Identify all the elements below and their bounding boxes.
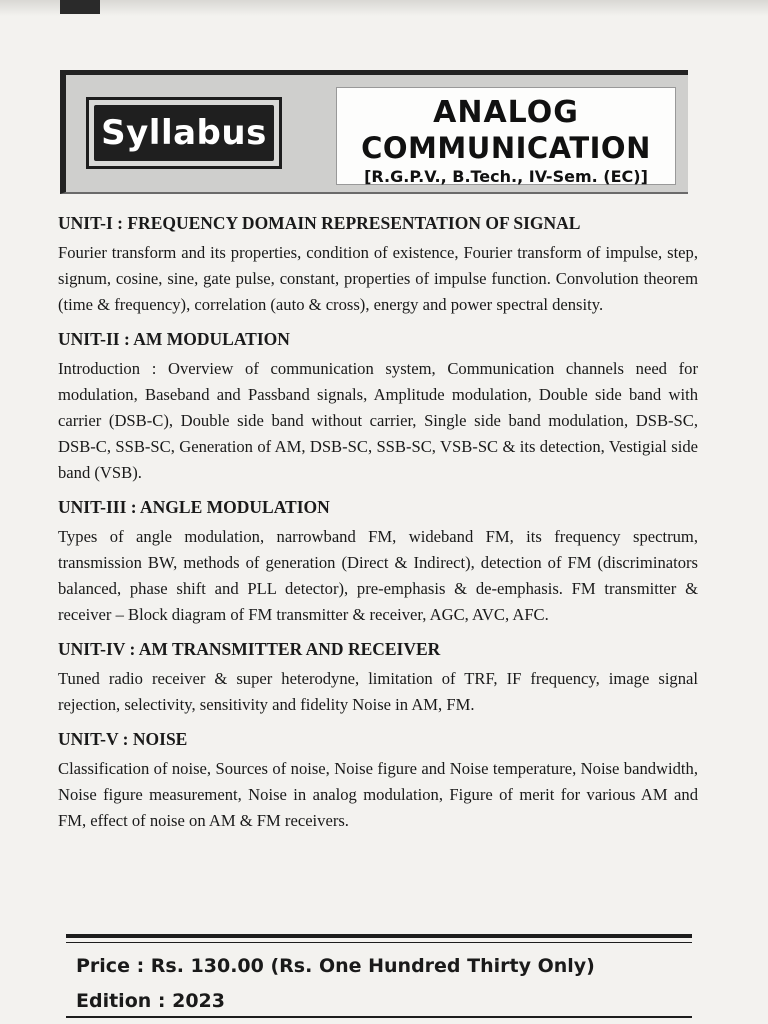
syllabus-label: Syllabus bbox=[101, 113, 267, 153]
unit-heading: UNIT-II : AM MODULATION bbox=[58, 329, 290, 349]
footer-rule bbox=[66, 1016, 692, 1018]
unit-2 bbox=[58, 326, 698, 486]
page-shadow bbox=[0, 0, 768, 16]
book-title-line1: ANALOG bbox=[433, 95, 579, 130]
unit-body: Types of angle modulation, narrowband FM, wideband FM, its frequency spectrum, transmission BW, methods of generation (Direct & Indirect), detection of FM (discriminators balanced, phase shift and PLL detector), pre-emphasis & de-emphasis. FM transmitter & receiver – Block diagram of FM transmitter & receiver, AGC, AVC, AFC. bbox=[58, 527, 698, 624]
unit-heading: UNIT-I : FREQUENCY DOMAIN REPRESENTATION OF SIGNAL bbox=[58, 213, 581, 233]
page-corner bbox=[60, 0, 100, 14]
header-banner bbox=[60, 70, 688, 194]
book-title-line2: COMMUNICATION bbox=[361, 131, 651, 165]
book-subtitle: [R.G.P.V., B.Tech., IV-Sem. (EC)] bbox=[364, 167, 648, 186]
unit-5 bbox=[58, 726, 698, 834]
unit-body: Fourier transform and its properties, condition of existence, Fourier transform of impulse, step, signum, cosine, sine, gate pulse, constant, properties of impulse function. Convolution theorem (time & frequency), correlation (auto & cross), energy and power spectral density. bbox=[58, 243, 698, 314]
syllabus-content bbox=[58, 210, 698, 842]
footer-rule bbox=[66, 934, 692, 938]
unit-heading: UNIT-III : ANGLE MODULATION bbox=[58, 497, 330, 517]
unit-4 bbox=[58, 636, 698, 718]
unit-body: Classification of noise, Sources of noise, Noise figure and Noise temperature, Noise bandwidth, Noise figure measurement, Noise in analog modulation, Figure of merit for various AM and FM, effect of noise on AM & FM receivers. bbox=[58, 759, 698, 830]
unit-body: Tuned radio receiver & super heterodyne, limitation of TRF, IF frequency, image signal rejection, selectivity, sensitivity and fidelity Noise in AM, FM. bbox=[58, 669, 698, 714]
unit-3 bbox=[58, 494, 698, 628]
price-line: Price : Rs. 130.00 (Rs. One Hundred Thirty Only) bbox=[76, 955, 595, 977]
unit-heading: UNIT-V : NOISE bbox=[58, 729, 188, 749]
unit-heading: UNIT-IV : AM TRANSMITTER AND RECEIVER bbox=[58, 639, 441, 659]
edition-line: Edition : 2023 bbox=[76, 990, 225, 1012]
title-box bbox=[336, 87, 676, 185]
footer-rule bbox=[66, 942, 692, 943]
syllabus-badge bbox=[86, 97, 282, 169]
unit-body: Introduction : Overview of communication system, Communication channels need for modulation, Baseband and Passband signals, Amplitude modulation, Double side band with carrier (DSB-C), Double side band without carrier, Single side band modulation, DSB-SC, DSB-C, SSB-SC, Generation of AM, DSB-SC, SSB-SC, VSB-SC & its detection, Vestigial side band (VSB). bbox=[58, 359, 698, 482]
unit-1 bbox=[58, 210, 698, 318]
